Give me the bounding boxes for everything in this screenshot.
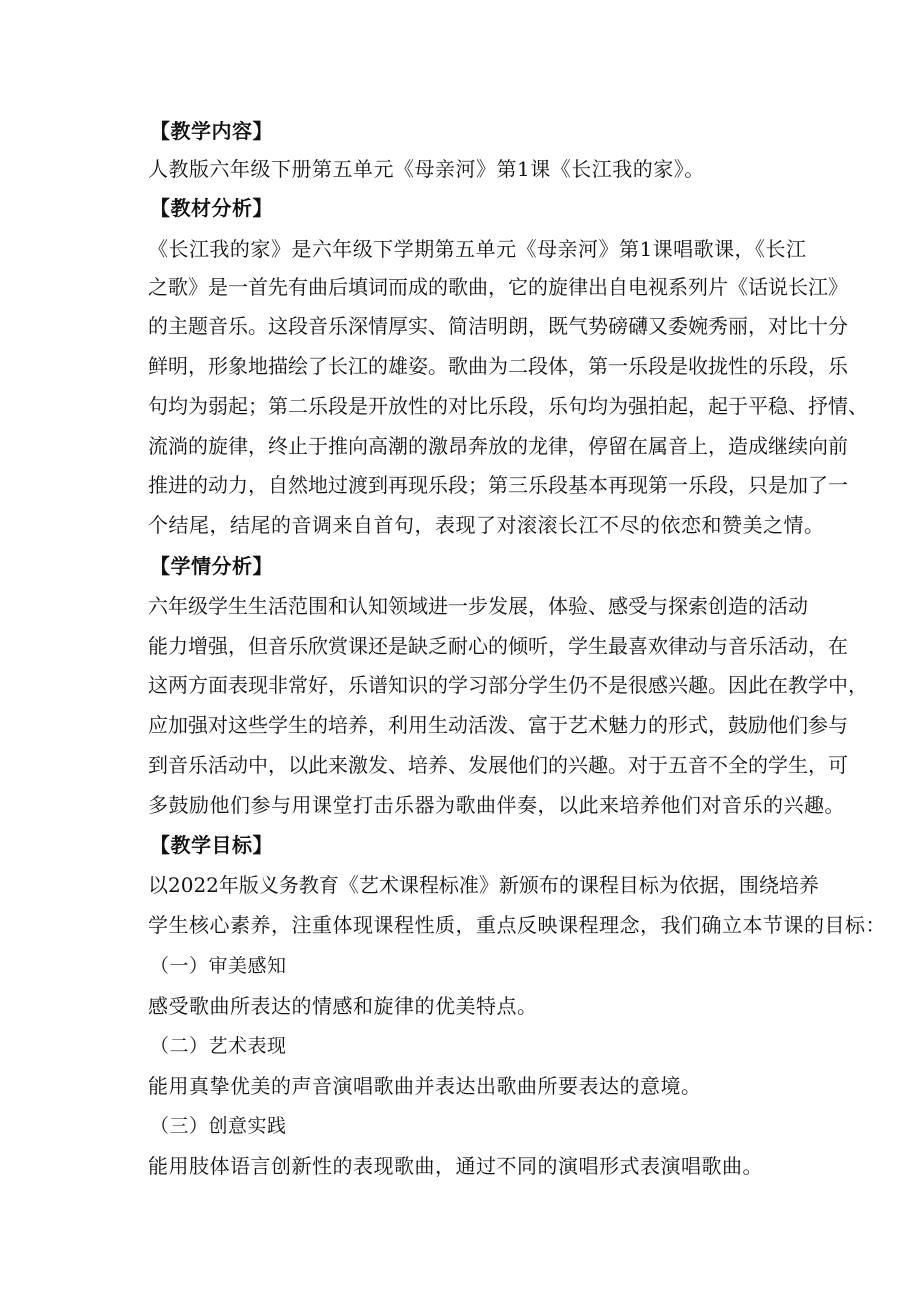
material-line: 推进的动力，自然地过渡到再现乐段；第三乐段基本再现第一乐段，只是加了一 xyxy=(148,473,848,497)
learner-line: 这两方面表现非常好，乐谱知识的学习部分学生仍不是很感兴趣。因此在教学中， xyxy=(148,673,868,697)
section-heading-learner: 【学情分析】 xyxy=(150,554,273,578)
material-line: 《长江我的家》是六年级下学期第五单元《母亲河》第1课唱歌课，《长江 xyxy=(148,237,806,261)
goal-item-title: （二）艺术表现 xyxy=(150,1035,287,1057)
goals-line: 学生核心素养，注重体现课程性质，重点反映课程理念，我们确立本节课的目标： xyxy=(148,913,886,937)
goal-item-text: 能用真挚优美的声音演唱歌曲并表达出歌曲所要表达的意境。 xyxy=(148,1074,702,1098)
goal-item-title: （一）审美感知 xyxy=(150,955,287,977)
material-line: 流淌的旋律，终止于推向高潮的激昂奔放的龙律，停留在属音上，造成继续向前 xyxy=(148,434,848,458)
content-text: 人教版六年级下册第五单元《母亲河》第1课《长江我的家》。 xyxy=(148,157,705,181)
learner-line: 能力增强，但音乐欣赏课还是缺乏耐心的倾听，学生最喜欢律动与音乐活动，在 xyxy=(148,634,848,658)
goal-item-text: 感受歌曲所表达的情感和旋律的优美特点。 xyxy=(148,994,538,1018)
material-line: 个结尾，结尾的音调来自首句，表现了对滚滚长江不尽的依恋和赞美之情。 xyxy=(148,513,825,537)
learner-line: 应加强对这些学生的培养，利用生动活泼、富于艺术魅力的形式，鼓励他们参与 xyxy=(148,713,848,737)
learner-line: 六年级学生生活范围和认知领域进一步发展，体验、感受与探索创造的活动 xyxy=(148,594,808,618)
goal-item-title: （三）创意实践 xyxy=(150,1115,287,1137)
material-line: 之歌》是一首先有曲后填词而成的歌曲，它的旋律出自电视系列片《话说长江》 xyxy=(148,275,848,299)
learner-line: 到音乐活动中，以此来激发、培养、发展他们的兴趣。对于五音不全的学生，可 xyxy=(148,753,848,777)
goal-item-text: 能用肢体语言创新性的表现歌曲，通过不同的演唱形式表演唱歌曲。 xyxy=(148,1154,763,1178)
section-heading-material: 【教材分析】 xyxy=(150,196,273,220)
goals-line: 以2022年版义务教育《艺术课程标准》新颁布的课程目标为依据，围绕培养 xyxy=(148,873,819,897)
section-heading-goals: 【教学目标】 xyxy=(150,833,273,857)
material-line: 鲜明，形象地描绘了长江的雄姿。歌曲为二段体，第一乐段是收拢性的乐段，乐 xyxy=(148,354,848,378)
material-line: 的主题音乐。这段音乐深情厚实、简洁明朗，既气势磅礴又委婉秀丽，对比十分 xyxy=(148,314,848,338)
material-line: 句均为弱起；第二乐段是开放性的对比乐段，乐句均为强拍起，起于平稳、抒情、 xyxy=(148,394,868,418)
learner-line: 多鼓励他们参与用课堂打击乐器为歌曲伴奏，以此来培养他们对音乐的兴趣。 xyxy=(148,793,845,817)
section-heading-content: 【教学内容】 xyxy=(150,119,273,143)
